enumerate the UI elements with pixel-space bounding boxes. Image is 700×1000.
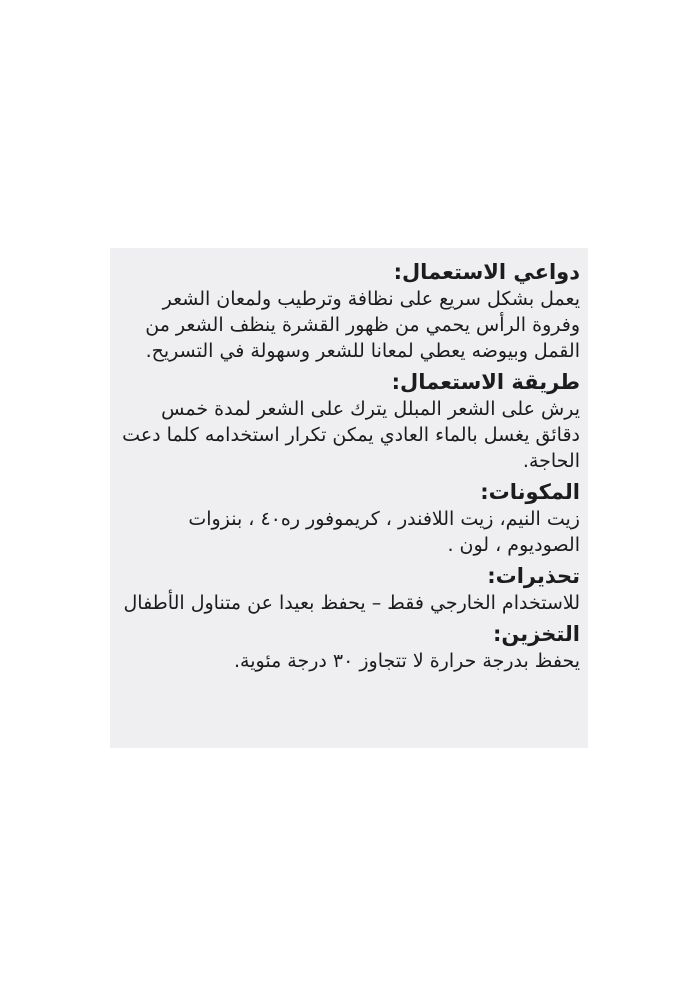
indications-text: يعمل بشكل سريع على نظافة وترطيب ولمعان الشعر وفروة الرأس يحمي من ظهور القشرة ينظف الشعر من القمل وبيوضه يعطي لمعانا للشعر وسهولة في التسريح.	[145, 288, 580, 362]
section-ingredients	[118, 478, 580, 558]
section-usage	[118, 368, 580, 474]
ingredients-heading: المكونات:	[480, 480, 580, 504]
warnings-text: للاستخدام الخارجي فقط – يحفظ بعيدا عن متناول الأطفال	[123, 592, 580, 614]
section-storage	[118, 620, 580, 674]
ingredients-text: زيت النيم، زيت اللافندر ، كريموفور ره٤٠ ، بنزوات الصوديوم ، لون .	[188, 508, 580, 556]
indications-heading: دواعي الاستعمال:	[393, 260, 580, 284]
usage-text: يرش على الشعر المبلل يترك على الشعر لمدة خمس دقائق يغسل بالماء العادي يمكن تكرار استخدامه كلما دعت الحاجة.	[122, 398, 580, 472]
storage-text: يحفظ بدرجة حرارة لا تتجاوز ٣٠ درجة مئوية.	[234, 650, 580, 672]
warnings-heading: تحذيرات:	[487, 564, 580, 588]
section-warnings	[118, 562, 580, 616]
storage-heading: التخزين:	[492, 622, 580, 646]
section-indications	[118, 258, 580, 364]
product-instructions	[118, 258, 580, 678]
usage-heading: طريقة الاستعمال:	[391, 370, 580, 394]
